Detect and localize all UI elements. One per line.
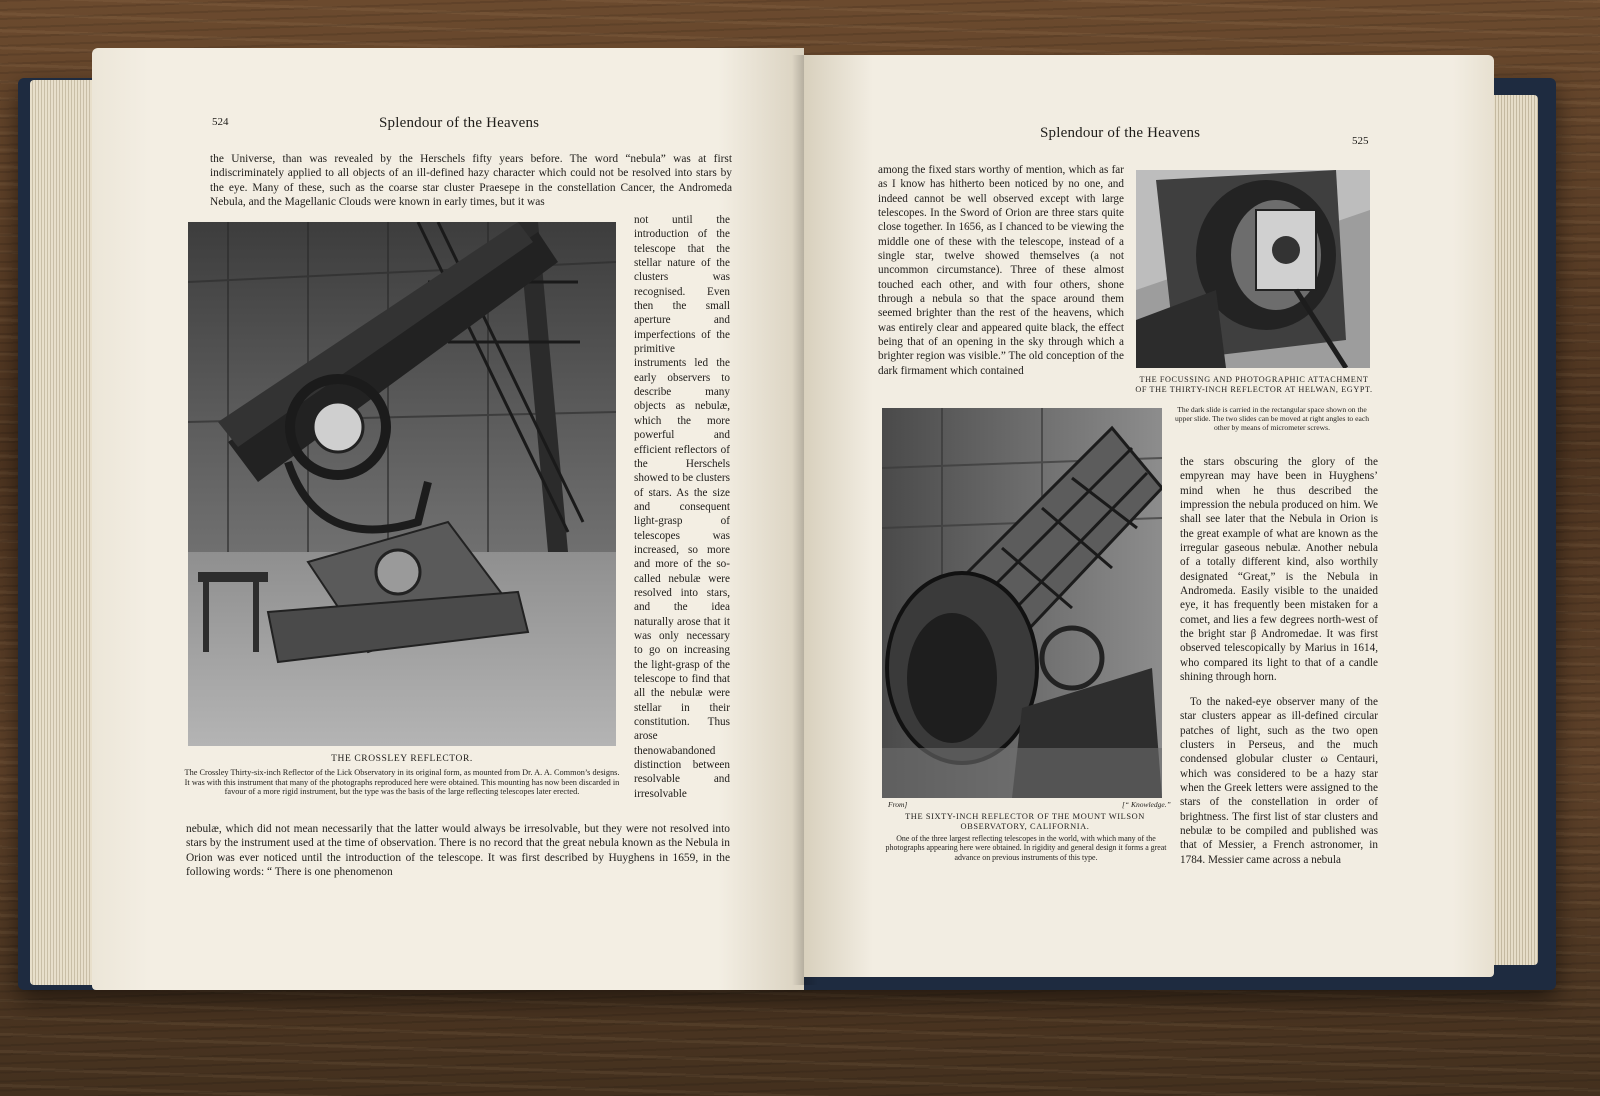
focussing-caption-title: THE FOCUSSING AND PHOTOGRAPHIC ATTACHMENT OF THE THIRTY-INCH REFLECTOR AT HELWAN, EGYPT. [1135, 375, 1373, 394]
crossley-caption-body: The Crossley Thirty-six-inch Reflector of the Lick Observatory in its original form, as mounted from Dr. A. A. Common’s designs. It was with this instrument that many of the photographs reproduced here were obtained. This mounting has now been discarded in favour of a more rigid instrument, but the type was the basis of the large reflecting telescopes later erected. [184, 768, 620, 797]
left-bottom-paragraph: nebulæ, which did not mean necessarily that the latter would always be irresolvable, but they were not resolved into stars by the instrument used at the time of observation. There is no record that the great nebula known as the Nebula in Orion was ever noticed until the introduction of the telescope. It was first described by Huyghens in 1659, in the following words: “ There is one phenomenon [186, 823, 730, 878]
focussing-attachment-photo [1136, 170, 1370, 368]
page-number-right: 525 [1352, 135, 1369, 147]
focussing-caption-body: The dark slide is carried in the rectangular space shown on the upper slide. The two slides can be moved at right angles to each other by means of micrometer screws. [1174, 405, 1370, 433]
page-edges-right [1490, 95, 1538, 965]
photo-credit-left: From] [888, 800, 908, 809]
left-top-paragraph: the Universe, than was revealed by the Herschels fifty years before. The word “nebula” was at first indiscriminately applied to all objects of an ill-defined hazy character which could not be resolved into stars by the eye. Many of these, such as the coarse star cluster Praesepe in the constellation Cancer, the Andromeda Nebula, and the Magellanic Clouds were known in early times, but it was [210, 153, 732, 208]
sixty-inch-reflector-photo [882, 408, 1162, 798]
crossley-caption-title: THE CROSSLEY REFLECTOR. [331, 754, 473, 764]
right-top-column-text: among the fixed stars worthy of mention, which as far as I know has hitherto been noticed by no one, and indeed cannot be well observed except with large telescopes. In the Sword of Orion are three stars quite close together. In 1656, as I chanced to be viewing the middle one of these with the telescope, instead of a single star, twelve showed themselves (a not uncommon circumstance). Three of these almost touched each other, and with four others, shone through a nebula so that the space around them seemed brighter than the rest of the heavens, which was entirely clear and appeared quite black, the effect being that of an opening in the sky through which a brighter region was visible.” The old conception of the dark firmament which contained [878, 164, 1124, 377]
running-head-left: Splendour of the Heavens [379, 115, 540, 131]
sixty-inch-caption-body: One of the three largest reflecting telescopes in the world, with which many of the photographs appearing here were obtained. In rigidity and general design it forms a great advance on previous instruments of this type. [885, 834, 1167, 862]
crossley-reflector-photo [188, 222, 616, 746]
left-page [92, 48, 804, 990]
right-page [804, 55, 1494, 977]
right-column-text: the stars obscuring the glory of the empyrean may have been in Huyghens’ mind when he thus described the impression the nebula produced on him. We shall see later that the Nebula in Orion is the great example of what are known as the irregular gaseous nebulæ. Another nebula of a totally different kind, also worthily designated “Great,” is the Nebula in Andromeda. Easily visible to the unaided eye, it has frequently been mistaken for a comet, and lies a few degrees north-west of the bright star β Andromedae. It was first observed telescopically by Marius in 1614, who compared its light to that of a candle shining through horn. [1180, 456, 1378, 684]
sixty-inch-caption-title: THE SIXTY-INCH REFLECTOR OF THE MOUNT WILSON OBSERVATORY, CALIFORNIA. [905, 812, 1145, 831]
left-column-text: not until the introduction of the telescope that the stellar nature of the clusters was recognised. Even then the small aperture and imperfections of the primitive instruments led the early observers to describe many objects as nebulæ, which the more powerful and efficient reflectors of the Herschels showed to be clusters of stars. As the size and consequent light-grasp of telescopes was increased, so more and more of the so-called nebulæ were resolved into stars, and the idea naturally arose that it was only necessary to go on increasing the light-grasp of the telescope to find that all the nebulæ were stellar in their constitution. Thus arose thenowabandoned distinction between resolvable and irresolvable [634, 214, 731, 800]
running-head-right: Splendour of the Heavens [1040, 125, 1201, 141]
right-column-text-2: To the naked-eye observer many of the star clusters appear as ill-defined circular patches of light, such as the two open clusters in Perseus, and the much condensed globular cluster ω Centauri, which was considered to be a hazy star when the Greek letters were assigned to the stars of the constellation in order of brightness. The first list of star clusters and nebulæ to be compiled and published was that of Messier, a French astronomer, in 1784. Messier came across a nebula [1180, 696, 1378, 866]
photo-credit-right: [“ Knowledge.” [1122, 800, 1171, 809]
page-edges-left [30, 80, 100, 985]
page-number-left: 524 [212, 116, 229, 128]
